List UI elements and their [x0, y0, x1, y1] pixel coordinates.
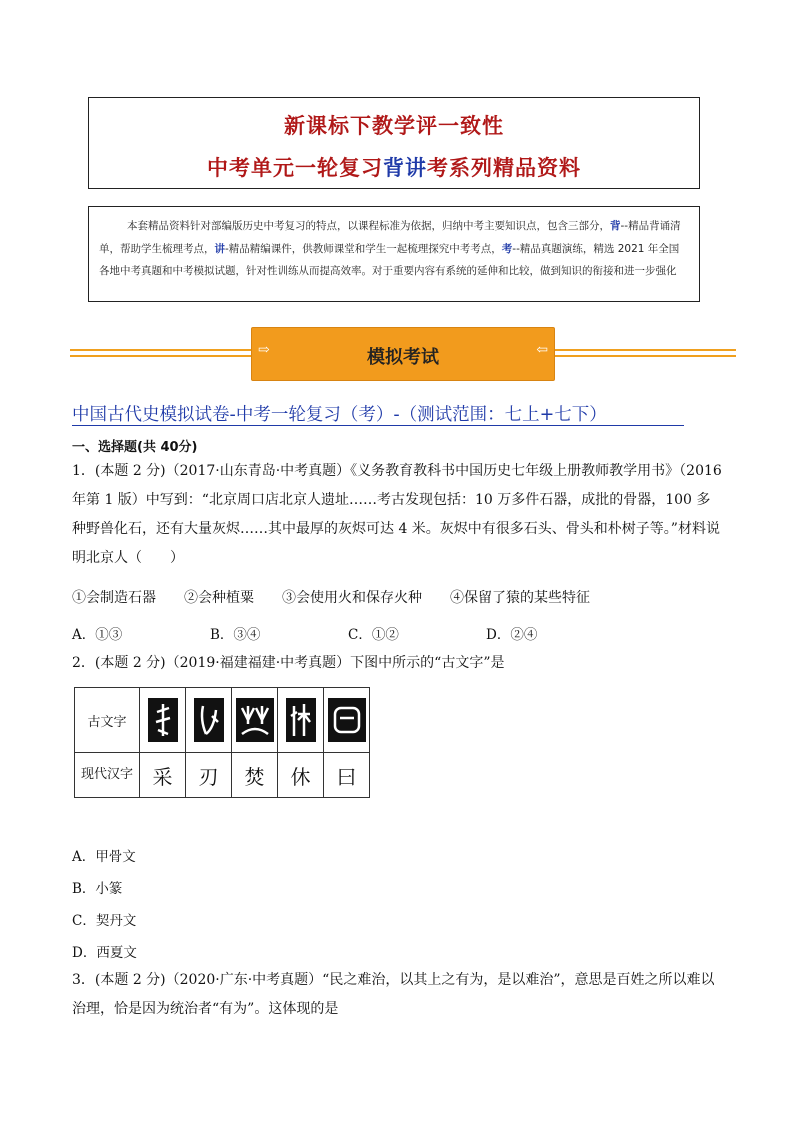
intro-keyword-kao: 考 — [501, 242, 513, 255]
banner-title: 模拟考试 — [367, 347, 439, 368]
header-line-2-part-b: 背讲 — [383, 156, 427, 180]
modern-char-2: 刃 — [186, 753, 232, 798]
question-2-option-c: C．契丹文 — [72, 913, 137, 929]
section-heading: 一、选择题(共 40分) — [72, 440, 198, 455]
question-2-option-d: D．西夏文 — [72, 945, 137, 961]
modern-char-1: 采 — [140, 753, 186, 798]
question-1-option-b: B．③④ — [210, 627, 261, 643]
intro-keyword-bei: 背 — [610, 220, 621, 232]
question-1-statements: ①会制造石器 ②会种植粟 ③会使用火和保存火种 ④保留了猿的某些特征 — [72, 590, 590, 606]
modern-char-5: 曰 — [324, 753, 370, 798]
ancient-glyph-5 — [324, 688, 370, 753]
intro-keyword-jiang: 讲 — [214, 242, 225, 255]
intro-text-1: 本套精品资料针对部编版历史中考复习的特点，以课程标准为依据，归纳中考主要知识点，包含三部分， — [127, 220, 610, 232]
question-3-stem: 3．(本题 2 分)（2020·广东·中考真题）“民之难治，以其上之有为，是以难治”，意思是百姓之所以难以治理，恰是因为统治者“有为”。这体现的是 — [72, 972, 715, 1017]
header-line-2-part-c: 考系列精品资料 — [427, 156, 581, 180]
ancient-glyph-4 — [278, 688, 324, 753]
question-2-stem: 2．(本题 2 分)（2019·福建福建·中考真题）下图中所示的“古文字”是 — [72, 655, 505, 671]
banner-right-arrow-icon: ⇦ — [536, 342, 548, 358]
modern-char-4: 休 — [278, 753, 324, 798]
modern-char-3: 焚 — [232, 753, 278, 798]
ancient-glyph-3 — [232, 688, 278, 753]
intro-text-4: --精品真题演练，精选 2021 年全国各地中考真题和中考模拟试题，针对性训练从而提高效率。对于重要内容有系统的延伸和比较，做到知识的衔接和进一步强化 — [99, 242, 680, 277]
header-line-2-part-a: 中考单元一轮复习 — [207, 156, 383, 180]
question-1-option-d: D．②④ — [486, 627, 538, 643]
ancient-script-table — [74, 687, 370, 798]
question-1-stem: 1．(本题 2 分)（2017·山东青岛·中考真题）《义务教育教科书中国历史七年级上册教师教学用书》（2016 年第 1 版）中写到：“北京周口店北京人遗址……考古发现包括：10 万多件石器，成批的骨器，100 多种野兽化石，还有大量灰烬……其中最厚的灰烬可达 4 米。灰烬中有很多石头、骨头和朴树子等。”材料说明北京人（ ） — [72, 463, 722, 566]
question-1-option-a: A．①③ — [72, 627, 123, 643]
table-label-modern: 现代汉字 — [75, 753, 140, 798]
banner-left-arrow-icon: ⇨ — [258, 342, 270, 358]
table-label-ancient: 古文字 — [75, 688, 140, 753]
header-line-1: 新课标下教学评一致性 — [284, 114, 504, 138]
intro-text-2: --精品背诵清单，帮助学生梳理考点， — [99, 220, 681, 255]
exam-title: 中国古代史模拟试卷-中考一轮复习（考）-（测试范围：七上+七下） — [72, 405, 607, 425]
ancient-glyph-2 — [186, 688, 232, 753]
question-2-option-b: B．小篆 — [72, 881, 123, 897]
question-1-option-c: C．①② — [348, 627, 399, 643]
intro-box — [88, 206, 700, 302]
exam-title-underline — [72, 425, 684, 426]
header-box — [88, 97, 700, 189]
question-2-option-a: A．甲骨文 — [72, 849, 136, 865]
ancient-glyph-1 — [140, 688, 186, 753]
intro-text-3: -精品精编课件，供教师课堂和学生一起梳理探究中考考点， — [225, 242, 502, 255]
section-banner — [251, 327, 555, 381]
header-line-2 — [89, 152, 699, 182]
